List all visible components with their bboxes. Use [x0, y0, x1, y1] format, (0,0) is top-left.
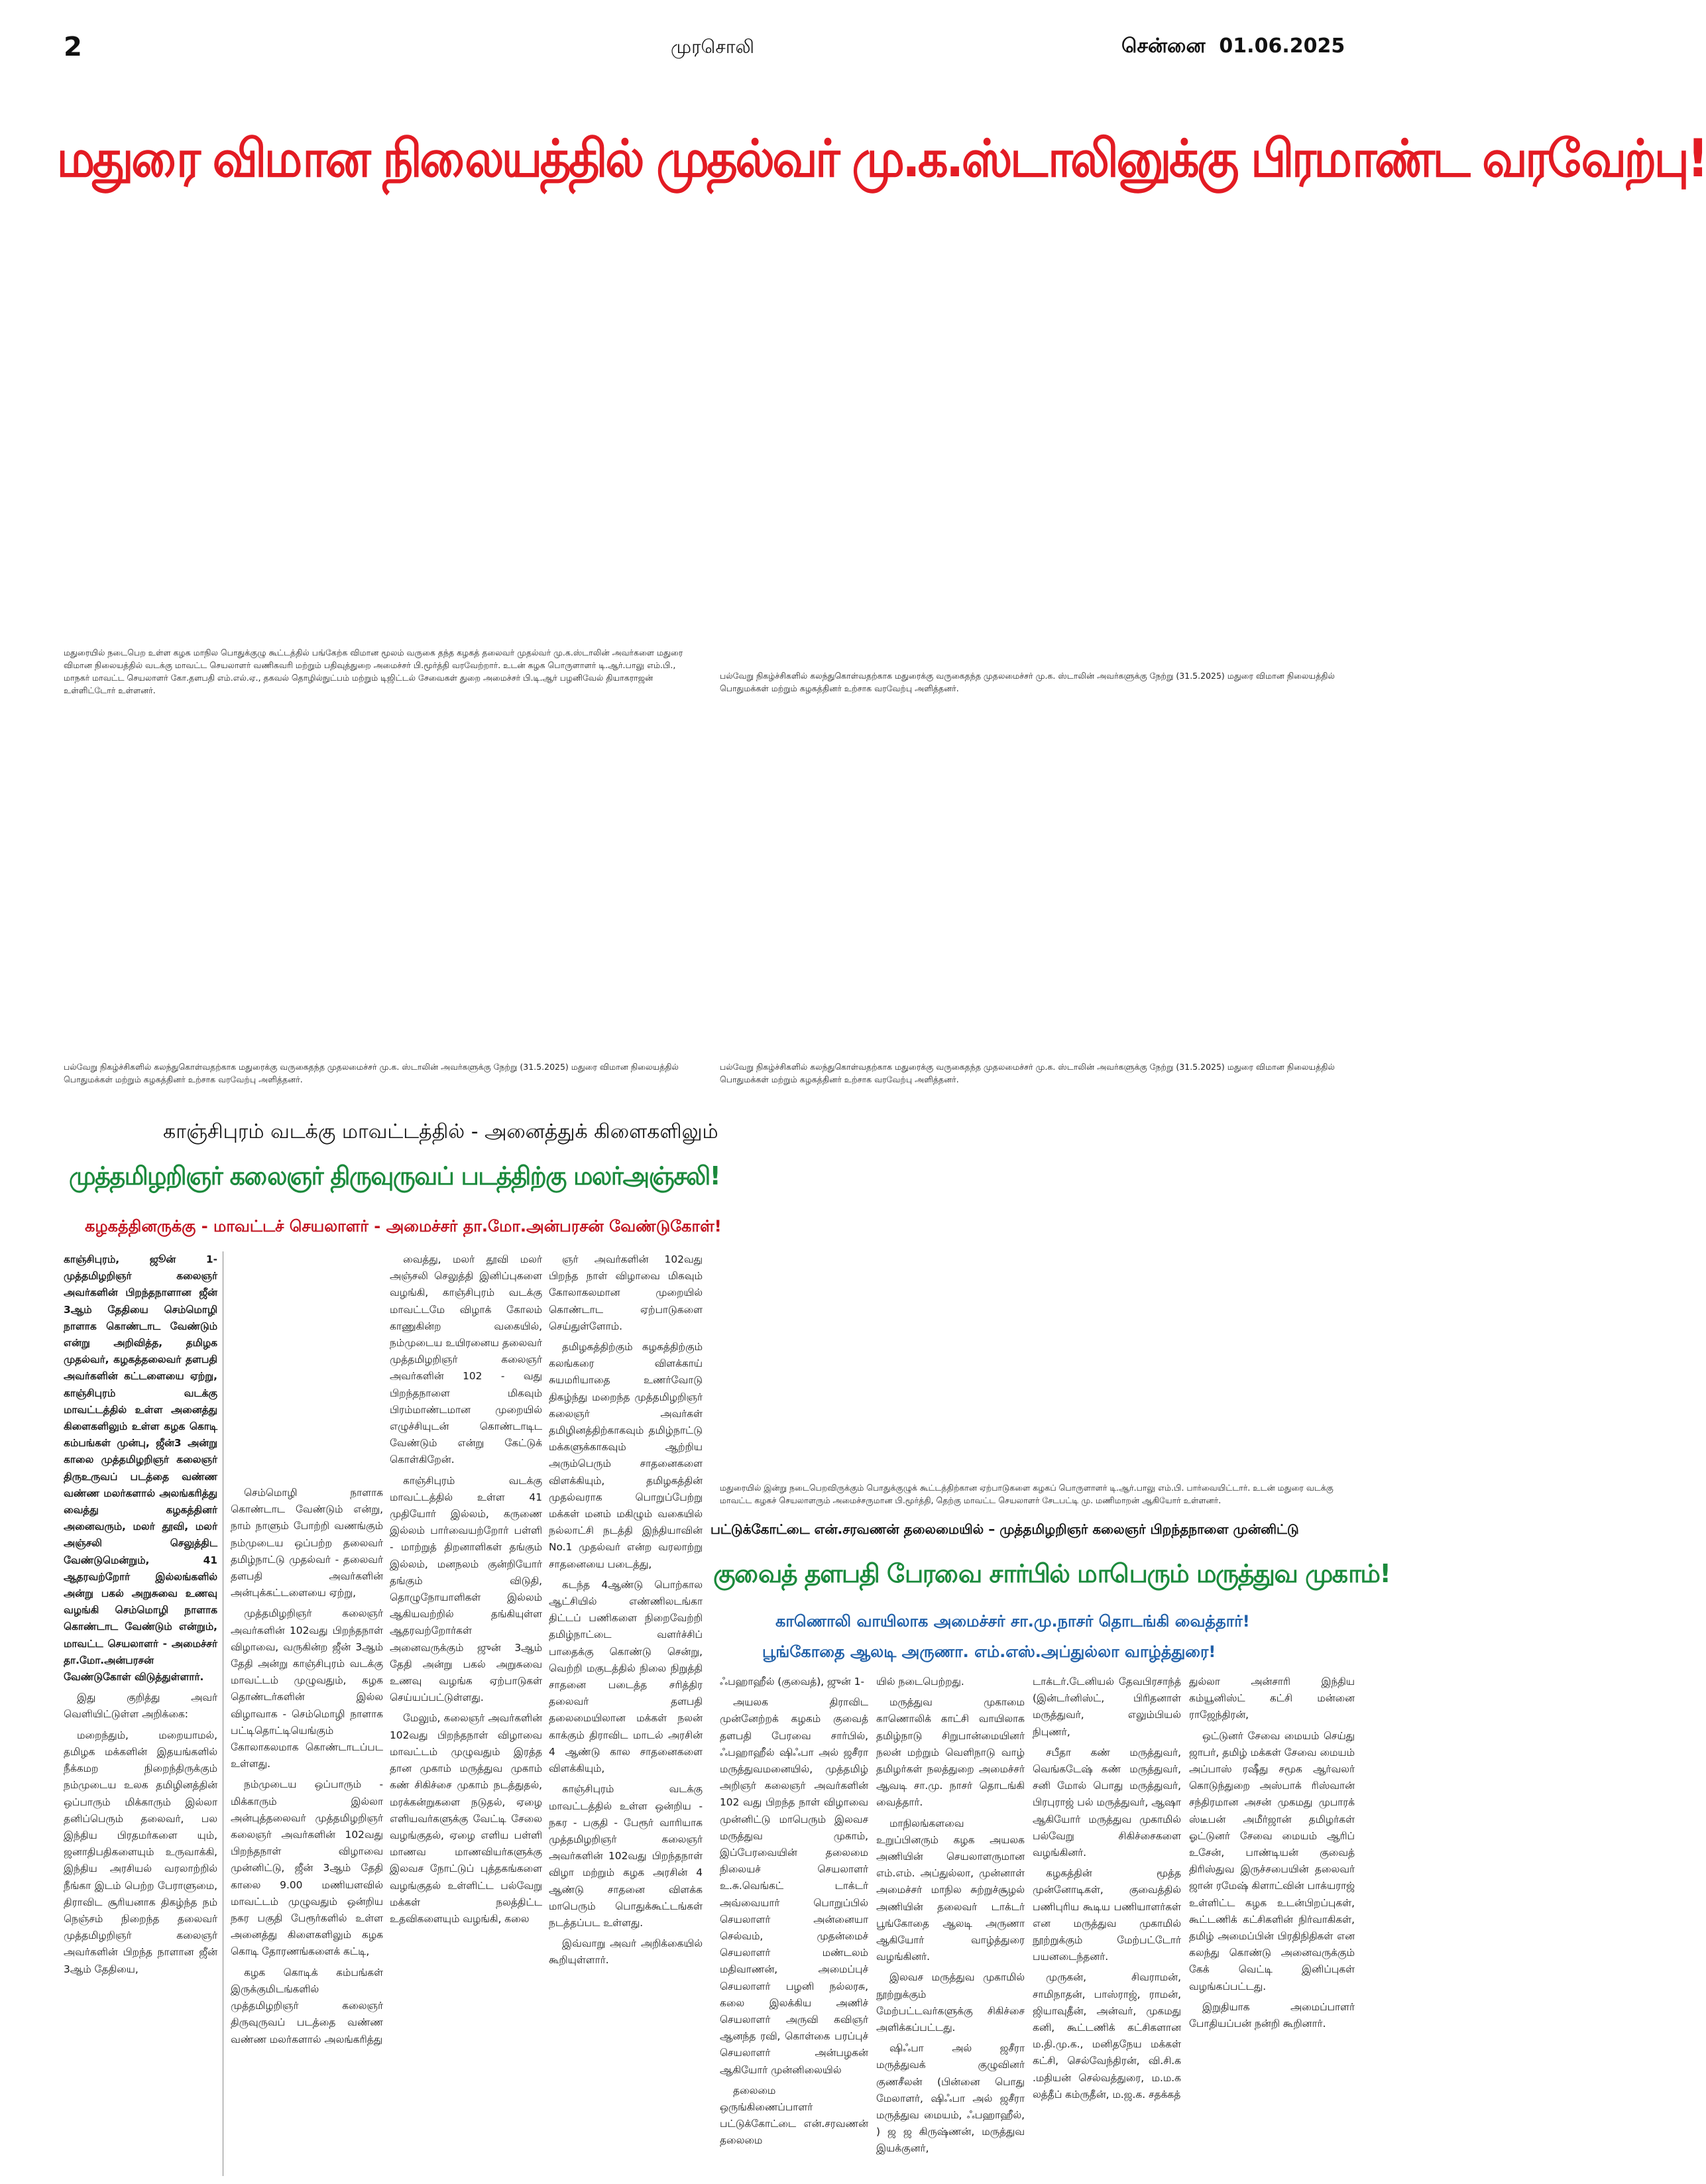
article2-subhead-1: காணொலி வாயிலாக அமைச்சர் சா.மு.நாசர் தொடங்கி வைத்தார்! — [775, 1612, 1250, 1631]
article1-kicker: காஞ்சிபுரம் வடக்கு மாவட்டத்தில் - அனைத்துக் கிளைகளிலும் — [163, 1120, 718, 1143]
article2-paragraph: துல்லா அன்சாரி இந்திய கம்யூனிஸ்ட் கட்சி மன்னை ராஜேந்திரன், — [1189, 1676, 1355, 1721]
article2-paragraph: ஒட்டுனர் சேவை மையம் செய்து ஜாபர், தமிழ் மக்கள் சேவை மையம் அப்பாஸ் ரஷீது சமூக ஆர்வலர் கொடுந்துறை அஸ்பாக் ரிஸ்வான் சந்திரமான அசன் முகமது முபாரக் ஸ்டீபன் அமீர்ஜான் தமிழர்கள் ஓட்டுனர் சேவை மையம் ஆரிப் உசேன், பாண்டியன் குவைத் திரிஸ்துவ இருச்சபையின் தலைவர் ஜான் ரமேஷ் கிளாட்வின் பாக்யராஜ் உள்ளிட்ட கழக உடன்பிறப்புகள், கூட்டணிக் கட்சிகளின் நிர்வாகிகள், தமிழ் அமைப்பின் பிரதிநிதிகள் என கலந்து கொண்டு அனைவருக்கும் கேக் வெட்டி இனிப்புகள் வழங்கப்பட்டது. — [1189, 1729, 1355, 1992]
article1-paragraph: நம்முடைய ஒப்பாரும் - மிக்காரும் இல்லா அன்புத்தலைவர் முத்தமிழறிஞர் கலைஞர் அவர்களின் 102வது பிறந்தநாள் விழாவை முன்னிட்டு, ஜீன் 3ஆம் தேதி காலை 9.00 மணியளவில் மாவட்டம் முழுவதும் ஒன்றிய நகர பகுதி பேரூர்களில் உள்ள அனைத்து கிளைகளிலும் கழக கொடி தோரணங்களைக் கட்டி, — [231, 1778, 383, 1958]
article2-paragraph: முருகன், சிவராமன், சாமிநாதன், பாஸ்ராஜ், ராமன், ஜியாவுதீன், அன்வர், முகமது கனி, கூட்டணிக் கட்சிகளான ம.தி.மு.க., மனிதநேய மக்கள் கட்சி, செல்வேந்திரன், வி.சி.க .மதியன் செல்வத்துரை, ம.ம.க லத்தீப் கம்ருதீன், ம.ஜ.க. சதக்கத் — [1033, 1971, 1181, 2100]
article2-paragraph: இறுதியாக அமைப்பாளர் போதியப்பன் நன்றி கூறினார். — [1189, 2000, 1355, 2030]
photo-2 — [720, 232, 1360, 669]
article2-paragraph: ஷிஃபா அல் ஜசீரா மருத்துவக் குழுவினர் குணசீலன் (பின்னை பொது மேலாளர், ஷிஃபா அல் ஜசீரா மருத்துவ மையம், ஃபஹாஹீல், ) ஜ ஜ கிருஷ்ணன், மருத்துவ இயக்குனர், — [876, 2042, 1025, 2155]
article2-paragraph: டாக்டர்.டேனியல் தேவபிரசாந்த் (இன்டர்னிஸ்ட், பிரிதனாள் மருத்துவர், எலும்பியல் நிபுணர், — [1033, 1676, 1181, 1738]
page-number: 2 — [64, 32, 82, 62]
article1-paragraph: ஞர் அவர்களின் 102வது பிறந்த நாள் விழாவை மிகவும் கோலாகலமான முறையில் கொண்டாட ஏற்பாடுகளை செய்துள்ளோம். — [549, 1253, 703, 1332]
main-headline: மதுரை விமான நிலையத்தில் முதல்வர் மு.க.ஸ்டாலினுக்கு பிரமாண்ட வரவேற்பு! — [56, 129, 1706, 189]
article2-paragraph: அயலக திராவிட முன்னேற்றக் கழகம் குவைத் தளபதி பேரவை சார்பில், ஃபஹாஹீல் ஷிஃபா அல் ஜசீரா மருத்துவமனையில், முத்தமிழ் அறிஞர் கலைஞர் அவர்களின் 102 வது பிறந்த நாள் விழாவை முன்னிட்டு மாபெரும் இலவச மருத்துவ முகாம், இப்பேரவையின் தலைமை நிலையச் செயலாளர் உ.சு.வெங்கட் டாக்டர் அவ்வையார் பொறுப்பில் செயலாளர் அன்னையா செல்வம், முதன்மைச் செயலாளர் மண்டலம் மதிவாணன், அமைப்புச் செயலாளர் பழனி நல்லரசு, கலை இலக்கிய அணிச் செயலாளர் அருவி கவிஞர் ஆனந்த ரவி, கொள்கை பரப்புச் செயலாளர் அன்பழகன் ஆகியோர் முன்னிலையில் — [720, 1696, 868, 2076]
photo-5 — [720, 1107, 1360, 1478]
photo-4 — [720, 709, 1360, 1054]
article2-paragraph: சபீதா கண் மருத்துவர், வெங்கடேஷ் கண் மருத்துவர், சனி மோல் பொது மருத்துவர், பிரபுராஜ் பல் மருத்துவர், ஆஷா ஆகியோர் மருத்துவ முகாமில் பல்வேறு சிகிச்சைகளை வழங்கினர். — [1033, 1746, 1181, 1859]
photo-3 — [64, 709, 704, 1054]
article2-paragraph: கழகத்தின் மூத்த முன்னோடிகள், குவைத்தில் பணிபுரிய கூடிய பணியாளர்கள் என மருத்துவ முகாமில் நூற்றுக்கும் மேற்பட்டோர் பயனடைந்தனர். — [1033, 1867, 1181, 1963]
article2-paragraph: யில் நடைபெற்றது. — [876, 1676, 964, 1688]
article1-paragraph: காஞ்சிபுரம் வடக்கு மாவட்டத்தில் உள்ள ஒன்றிய - நகர - பகுதி - பேரூர் வாரியாக முத்தமிழறிஞர் கலைஞர் அவர்களின் 102வது பிறந்தநாள் விழா மற்றும் கழக அரசின் 4 ஆண்டு சாதனை விளக்க மாபெரும் பொதுக்கூட்டங்கள் நடத்தப்பட உள்ளது. — [549, 1783, 703, 1929]
article1-column-1 — [64, 1251, 217, 2176]
city-date: சென்னை 01.06.2025 — [1121, 34, 1345, 58]
article1-paragraph: கடந்த 4ஆண்டு பொற்கால ஆட்சியில் எண்ணிலடங்கா திட்டப் பணிகளை நிறைவேற்றி தமிழ்நாட்டை வளர்ச்சிப் பாதைக்கு கொண்டு சென்று, வெற்றி மகுடத்தில் நிலை நிறுத்தி சாதனை படைத்த சரித்திர தலைவர் தளபதி தலைமையிலான மக்கள் நலன் காக்கும் திராவிட மாடல் அரசின் 4 ஆண்டு கால சாதனைகளை விளக்கியும், — [549, 1578, 703, 1775]
photo-1 — [64, 232, 704, 643]
article2-column-1 — [720, 1674, 868, 2177]
article2-column-3 — [1033, 1674, 1181, 2177]
article2-column-2 — [876, 1674, 1025, 2177]
article1-column-3 — [390, 1251, 542, 2176]
article1-column-2 — [231, 1485, 383, 2174]
article1-paragraph: முத்தமிழறிஞர் கலைஞர் அவர்களின் 102வது பிறந்தநாள் விழாவை, வருகின்ற ஜீன் 3ஆம் தேதி அன்று காஞ்சிபுரம் வடக்கு மாவட்டம் முழுவதும், கழக தொண்டர்களின் இல்ல விழாவாக - செம்மொழி நாளாக பட்டிதொட்டியெங்கும் கோலாகலமாக கொண்டாடப்பட உள்ளது. — [231, 1607, 383, 1770]
article1-paragraph: இவ்வாறு அவர் அறிக்கையில் கூறியுள்ளார். — [549, 1937, 703, 1967]
article1-paragraph: காஞ்சிபுரம் வடக்கு மாவட்டத்தில் உள்ள 41 முதியோர் இல்லம், கருணை இல்லம் பார்வையற்றோர் பள்ளி - மாற்றுத் திறனாளிகள் தங்கும் இல்லம், மனநலம் குன்றியோர் தங்கும் விடுதி, தொழுநோயாளிகள் இல்லம் ஆகியவற்றில் தங்கியுள்ள ஆதரவற்றோர்கள் அனைவருக்கும் ஜுன் 3ஆம் தேதி அன்று பகல் அறுசுவை உணவு வழங்க ஏற்பாடுகள் செய்யப்பட்டுள்ளது. — [390, 1474, 542, 1704]
article1-paragraph: செம்மொழி நாளாக கொண்டாட வேண்டும் என்று, நாம் நாளும் போற்றி வணங்கும் நம்முடைய ஒப்பற்ற தலைவர் தமிழ்நாட்டு முதல்வர் - தலைவர் தளபதி அவர்களின் அன்புக்கட்டளையை ஏற்று, — [231, 1487, 383, 1599]
caption-photo-4: பல்வேறு நிகழ்ச்சிகளில் கலந்துகொள்வதற்காக மதுரைக்கு வருகைதந்த முதலமைச்சர் மு.க. ஸ்டாலின் அவர்களுக்கு நேற்று (31.5.2025) மதுரை விமான நிலையத்தில் பொதுமக்கள் மற்றும் கழகத்தினர் உற்சாக வரவேற்பு அளித்தனர். — [720, 1062, 1335, 1084]
article1-paragraph: மேலும், கலைஞர் அவர்களின் 102வது பிறந்தநாள் விழாவை மாவட்டம் முழுவதும் இரத்த தான முகாம் மருத்துவ முகாம் கண் சிகிச்சை முகாம் நடத்துதல், மரக்கன்றுகளை நடுதல், ஏழை எளியவர்களுக்கு வேட்டி சேலை வழங்குதல், ஏழை எளிய பள்ளி மாணவ மாணவியர்களுக்கு இலவச நோட்டுப் புத்தகங்களை வழங்குதல் உள்ளிட்ட பல்வேறு மக்கள் நலத்திட்ட உதவிகளையும் வழங்கி, கலை — [390, 1712, 542, 1925]
article2-kicker: பட்டுக்கோட்டை என்.சரவணன் தலைமையில் – முத்தமிழறிஞர் கலைஞர் பிறந்தநாளை முன்னிட்டு — [711, 1521, 1299, 1537]
article1-paragraph: மறைந்தும், மறையாமல், தமிழக மக்களின் இதயங்களில் நீக்கமற நிறைந்திருக்கும் நம்முடைய உலக தமிழினத்தின் ஒப்பாரும் மிக்காரும் இல்லா தனிப்பெரும் தலைவர், பல இந்திய பிரதமர்களை யும், ஜனாதிபதிகளையும் உருவாக்கி, இந்திய அரசியல் வரலாற்றில் நீங்கா இடம் பெற்ற பேராளுமை, திராவிட சூரியனாக திகழ்ந்த நம் நெஞ்சம் நிறைந்த தலைவர் முத்தமிழறிஞர் கலைஞர் அவர்களின் பிறந்த நாளான ஜீன் 3ஆம் தேதியை, — [64, 1729, 217, 1975]
article2-subhead-2: பூங்கோதை ஆலடி அருணா. எம்.எஸ்.அப்துல்லா வாழ்த்துரை! — [762, 1642, 1216, 1661]
article1-headline: முத்தமிழறிஞர் கலைஞர் திருவுருவப் படத்திற்கு மலர்அஞ்சலி! — [69, 1161, 720, 1190]
caption-photo-5: மதுரையில் இன்று நடைபெறவிருக்கும் பொதுக்குழுக் கூட்டத்திற்கான ஏற்பாடுகளை கழகப் பொருளாளர் டி.ஆர்.பாலு எம்.பி. பார்வையிட்டார். உடன் மதுரை வடக்கு மாவட்ட கழகச் செயலாளரும் அமைச்சருமான பி.மூர்த்தி, தெற்கு மாவட்ட செயலாளர் சேடபட்டி மு. மணிமாறன் ஆகியோர் உள்ளனர். — [720, 1483, 1334, 1505]
article2-paragraph: மருத்துவ முகாமை காணொலிக் காட்சி வாயிலாக தமிழ்நாடு சிறுபான்மையினர் நலன் மற்றும் வெளிநாடு வாழ் தமிழர்கள் நலத்துறை அமைச்சர் ஆவடி சா.மு. நாசர் தொடங்கி வைத்தார். — [876, 1696, 1025, 1809]
article2-headline: குவைத் தளபதி பேரவை சார்பில் மாபெரும் மருத்துவ முகாம்! — [713, 1559, 1391, 1588]
caption-photo-3: பல்வேறு நிகழ்ச்சிகளில் கலந்துகொள்வதற்காக மதுரைக்கு வருகைதந்த முதலமைச்சர் மு.க. ஸ்டாலின் அவர்களுக்கு நேற்று (31.5.2025) மதுரை விமான நிலையத்தில் பொதுமக்கள் மற்றும் கழகத்தினர் உற்சாக வரவேற்பு அளித்தனர். — [64, 1062, 679, 1084]
caption-photo-2: பல்வேறு நிகழ்ச்சிகளில் கலந்துகொள்வதற்காக மதுரைக்கு வருகைதந்த முதலமைச்சர் மு.க. ஸ்டாலின் அவர்களுக்கு நேற்று (31.5.2025) மதுரை விமான நிலையத்தில் பொதுமக்கள் மற்றும் கழகத்தினர் உற்சாக வரவேற்பு அளித்தனர். — [720, 671, 1335, 693]
article2-column-4 — [1189, 1674, 1355, 2177]
article1-lead-paragraph: காஞ்சிபுரம், ஜூன் 1- முத்தமிழறிஞர் கலைஞர் அவர்களின் பிறந்தநாளான ஜீன் 3ஆம் தேதியை செம்மொழி நாளாக கொண்டாட வேண்டும் என்று அறிவித்த, தமிழக முதல்வர், கழகத்தலைவர் தளபதி அவர்களின் கட்டளையை ஏற்று, காஞ்சிபுரம் வடக்கு மாவட்டத்தில் உள்ள அனைத்து கிளைகளிலும் உள்ள கழக கொடி கம்பங்கள் முன்பு, ஜீன்3 அன்று காலை முத்தமிழறிஞர் கலைஞர் திருஉருவப் படத்தை வண்ண வண்ண மலர்களால் அலங்கரித்து வைத்து கழகத்தினர் அனைவரும், மலர் தூவி, மலர் அஞ்சலி செலுத்திட வேண்டுமென்றும், 41 ஆதரவற்றோர் இல்லங்களில் அன்று பகல் அறுசுவை உணவு வழங்கி செம்மொழி நாளாக கொண்டாட வேண்டும் என்றும், மாவட்ட செயலாளர் - அமைச்சர் தா.மோ.அன்பரசன் வேண்டுகோள் விடுத்துள்ளார். — [64, 1253, 217, 1684]
article1-subhead: கழகத்தினருக்கு - மாவட்டச் செயலாளர் - அமைச்சர் தா.மோ.அன்பரசன் வேண்டுகோள்! — [85, 1217, 722, 1236]
article2-paragraph: இலவச மருத்துவ முகாமில் நூற்றுக்கும் மேற்பட்டவர்களுக்கு சிகிச்சை அளிக்கப்பட்டது. — [876, 1971, 1025, 2034]
article1-paragraph: வைத்து, மலர் தூவி மலர் அஞ்சலி செலுத்தி இனிப்புகளை வழங்கி, காஞ்சிபுரம் வடக்கு மாவட்டமே விழாக் கோலம் காணுகின்ற வகையில், நம்முடைய உயிரனைய தலைவர் முத்தமிழறிஞர் கலைஞர் அவர்களின் 102 - வது பிறந்தநாளை மிகவும் பிரம்மாண்டமான முறையில் எழுச்சியுடன் கொண்டாடிட வேண்டும் என்று கேட்டுக் கொள்கிறேன். — [390, 1253, 542, 1466]
article1-paragraph: தமிழகத்திற்கும் கழகத்திற்கும் கலங்கரை விளக்காய் சுயமரியாதை உணர்வோடு திகழ்ந்து மறைந்த முத்தமிழறிஞர் கலைஞர் அவர்கள் தமிழினத்திற்காகவும் தமிழ்நாட்டு மக்களுக்காகவும் ஆற்றிய அரும்பெரும் சாதனைகளை விளக்கியும், தமிழகத்தின் முதல்வராக பொறுப்பேற்று மக்கள் மனம் மகிழும் வகையில் நல்லாட்சி நடத்தி இந்தியாவின் No.1 முதல்வர் என்ற வரலாற்று சாதனையை படைத்து, — [549, 1341, 703, 1570]
article2-dateline: ஃபஹாஹீல் (குவைத்), ஜுன் 1- — [720, 1676, 864, 1688]
article1-column-4 — [549, 1251, 703, 2176]
paper-name: முரசொலி — [671, 36, 754, 58]
article1-paragraph: இது குறித்து அவர் வெளியிட்டுள்ள அறிக்கை: — [64, 1692, 217, 1721]
caption-photo-1: மதுரையில் நடைபெற உள்ள கழக மாநில பொதுக்குழு கூட்டத்தில் பங்கேற்க விமான மூலம் வருகை தந்த கழகத் தலைவர் முதல்வர் மு.க.ஸ்டாலின் அவர்களை மதுரை விமான நிலையத்தில் வடக்கு மாவட்ட செயலாளர் வணிகவரி மற்றும் பதிவுத்துறை அமைச்சர் பி.மூர்த்தி வரவேற்றார். உடன் கழக பொருளாளர் டி.ஆர்.பாலு எம்.பி., மாநகர் மாவட்ட செயலாளர் கோ.தளபதி எம்.எல்.ஏ., தகவல் தொழில்நுட்பம் மற்றும் டிஜிட்டல் சேவைகள் துறை அமைச்சர் பி.டி.ஆர் பழனிவேல் தியாகராஜன் உள்ளிட்டோர் உள்ளனர். — [64, 648, 683, 695]
article2-paragraph: மாநிலங்களவை உறுப்பினரும் கழக அயலக அணியின் செயலாளருமான எம்.எம். அப்துல்லா, முன்னாள் அமைச்சர் மாநில சுற்றுச்சூழல் அணியின் தலைவர் டாக்டர் பூங்கோதை ஆலடி அருணா ஆகியோர் வாழ்த்துரை வழங்கினர். — [876, 1817, 1025, 1963]
article1-paragraph: கழக கொடிக் கம்பங்கள் இருக்குமிடங்களில் முத்தமிழறிஞர் கலைஞர் திருவுருவப் படத்தை வண்ண வண்ண மலர்களால் அலங்கரித்து — [231, 1966, 383, 2045]
article2-paragraph: தலைமை ஒருங்கிணைப்பாளர் பட்டுக்கோட்டை என்.சரவணன் தலைமை — [720, 2084, 868, 2147]
